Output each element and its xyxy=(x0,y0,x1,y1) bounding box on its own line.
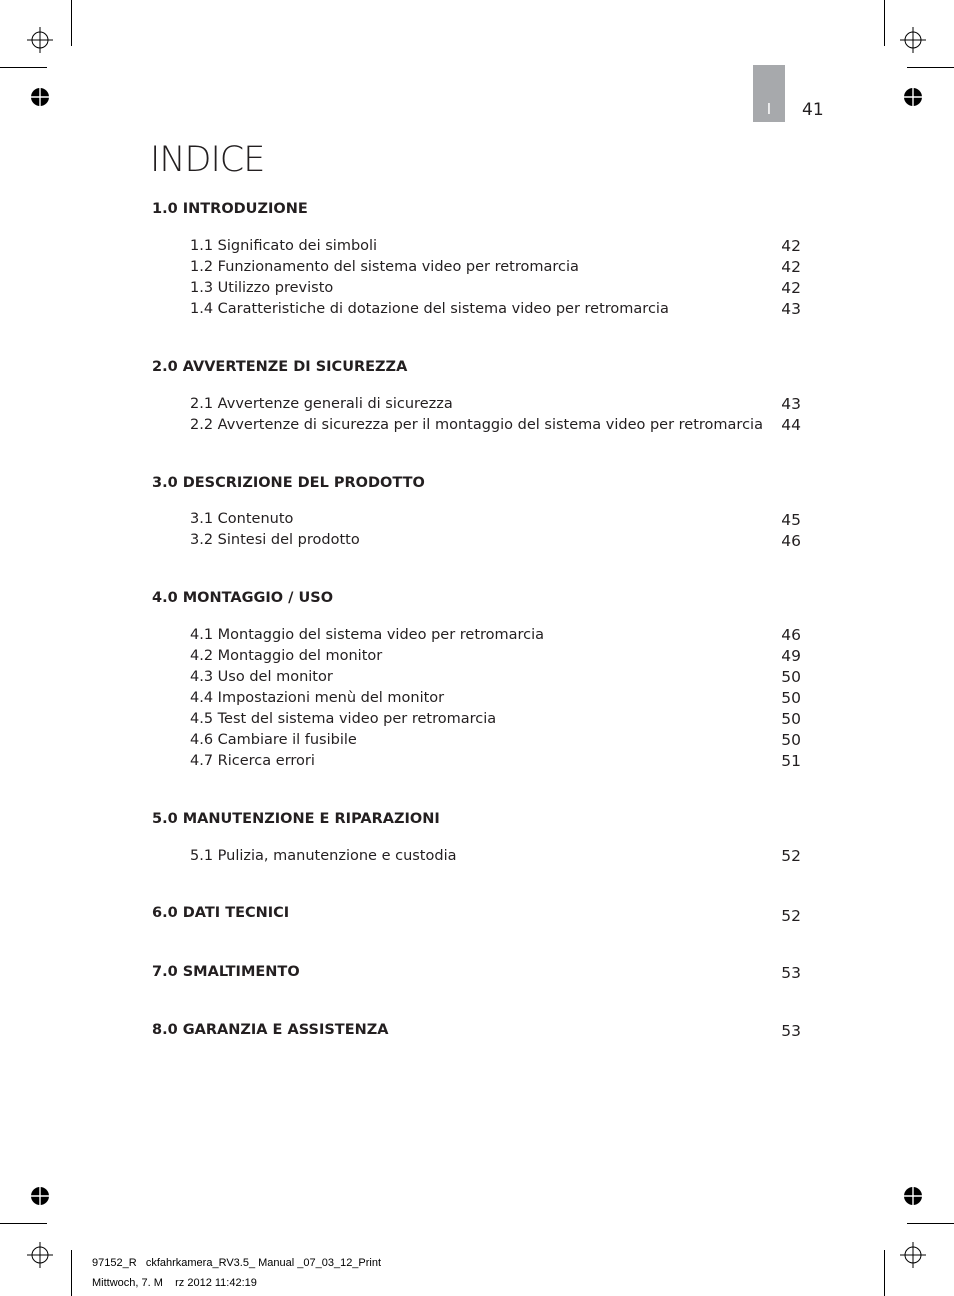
crop-mark xyxy=(0,1223,47,1224)
crop-mark xyxy=(907,67,954,68)
page-title: INDICE xyxy=(150,140,265,180)
toc-page: 42 xyxy=(781,279,801,297)
toc-page: 50 xyxy=(781,731,801,749)
toc-item: 2.1 Avvertenze generali di sicurezza xyxy=(190,396,453,412)
toc-page: 52 xyxy=(781,907,801,925)
toc-item: 4.4 Impostazioni menù del monitor xyxy=(190,690,445,706)
print-slug-filename: 97152_R ckfahrkamera_RV3.5_ Manual _07_03_12_Print xyxy=(92,1257,382,1269)
toc-page: 46 xyxy=(781,532,801,550)
registration-dot-icon xyxy=(29,1185,51,1207)
toc-item: 4.3 Uso del monitor xyxy=(190,669,333,685)
toc-item: 1.1 Significato dei simboli xyxy=(190,238,378,254)
toc-item: 4.5 Test del sistema video per retromarcia xyxy=(190,711,497,727)
toc-page: 43 xyxy=(781,300,801,318)
crop-mark xyxy=(907,1223,954,1224)
toc-page: 51 xyxy=(781,752,801,770)
registration-dot-icon xyxy=(902,1185,924,1207)
crop-mark xyxy=(0,67,47,68)
toc-page: 43 xyxy=(781,395,801,413)
toc-item: 4.7 Ricerca errori xyxy=(190,753,315,769)
toc-page: 50 xyxy=(781,689,801,707)
toc-heading: 3.0 DESCRIZIONE DEL PRODOTTO xyxy=(152,475,425,491)
registration-target-icon xyxy=(27,1242,53,1268)
registration-target-icon xyxy=(27,27,53,53)
toc-page: 44 xyxy=(781,416,801,434)
toc-item: 4.1 Montaggio del sistema video per retromarcia xyxy=(190,627,545,643)
toc-heading: 1.0 INTRODUZIONE xyxy=(152,201,308,217)
toc-heading: 4.0 MONTAGGIO / USO xyxy=(152,590,334,606)
toc-page: 50 xyxy=(781,710,801,728)
toc-page: 49 xyxy=(781,647,801,665)
page-number: 41 xyxy=(802,100,824,120)
print-slug-timestamp: Mittwoch, 7. M rz 2012 11:42:19 xyxy=(92,1277,257,1289)
toc-item: 4.6 Cambiare il fusibile xyxy=(190,732,357,748)
registration-dot-icon xyxy=(902,86,924,108)
toc-page: 46 xyxy=(781,626,801,644)
crop-mark xyxy=(71,1250,72,1296)
toc-heading: 8.0 GARANZIA E ASSISTENZA xyxy=(152,1022,389,1038)
toc-page: 53 xyxy=(781,1022,801,1040)
toc-heading: 6.0 DATI TECNICI xyxy=(152,905,290,921)
crop-mark xyxy=(884,0,885,46)
toc-heading: 7.0 SMALTIMENTO xyxy=(152,964,300,980)
registration-target-icon xyxy=(900,27,926,53)
toc-item: 1.3 Utilizzo previsto xyxy=(190,280,334,296)
toc-item: 4.2 Montaggio del monitor xyxy=(190,648,383,664)
toc-page: 42 xyxy=(781,258,801,276)
toc-item: 1.4 Caratteristiche di dotazione del sistema video per retromarcia xyxy=(190,301,669,317)
toc-heading: 5.0 MANUTENZIONE E RIPARAZIONI xyxy=(152,811,440,827)
toc-item: 1.2 Funzionamento del sistema video per retromarcia xyxy=(190,259,579,275)
registration-target-icon xyxy=(900,1242,926,1268)
toc-item: 3.2 Sintesi del prodotto xyxy=(190,532,360,548)
toc-item: 5.1 Pulizia, manutenzione e custodia xyxy=(190,848,457,864)
toc-heading: 2.0 AVVERTENZE DI SICUREZZA xyxy=(152,359,408,375)
crop-mark xyxy=(884,1250,885,1296)
toc-page: 42 xyxy=(781,237,801,255)
toc-page: 50 xyxy=(781,668,801,686)
toc-page: 52 xyxy=(781,847,801,865)
toc-item: 2.2 Avvertenze di sicurezza per il montaggio del sistema video per retromarcia xyxy=(190,417,763,433)
registration-dot-icon xyxy=(29,86,51,108)
toc-page: 53 xyxy=(781,964,801,982)
toc-page: 45 xyxy=(781,511,801,529)
crop-mark xyxy=(71,0,72,46)
toc-item: 3.1 Contenuto xyxy=(190,511,294,527)
language-tab-letter: I xyxy=(766,100,772,118)
